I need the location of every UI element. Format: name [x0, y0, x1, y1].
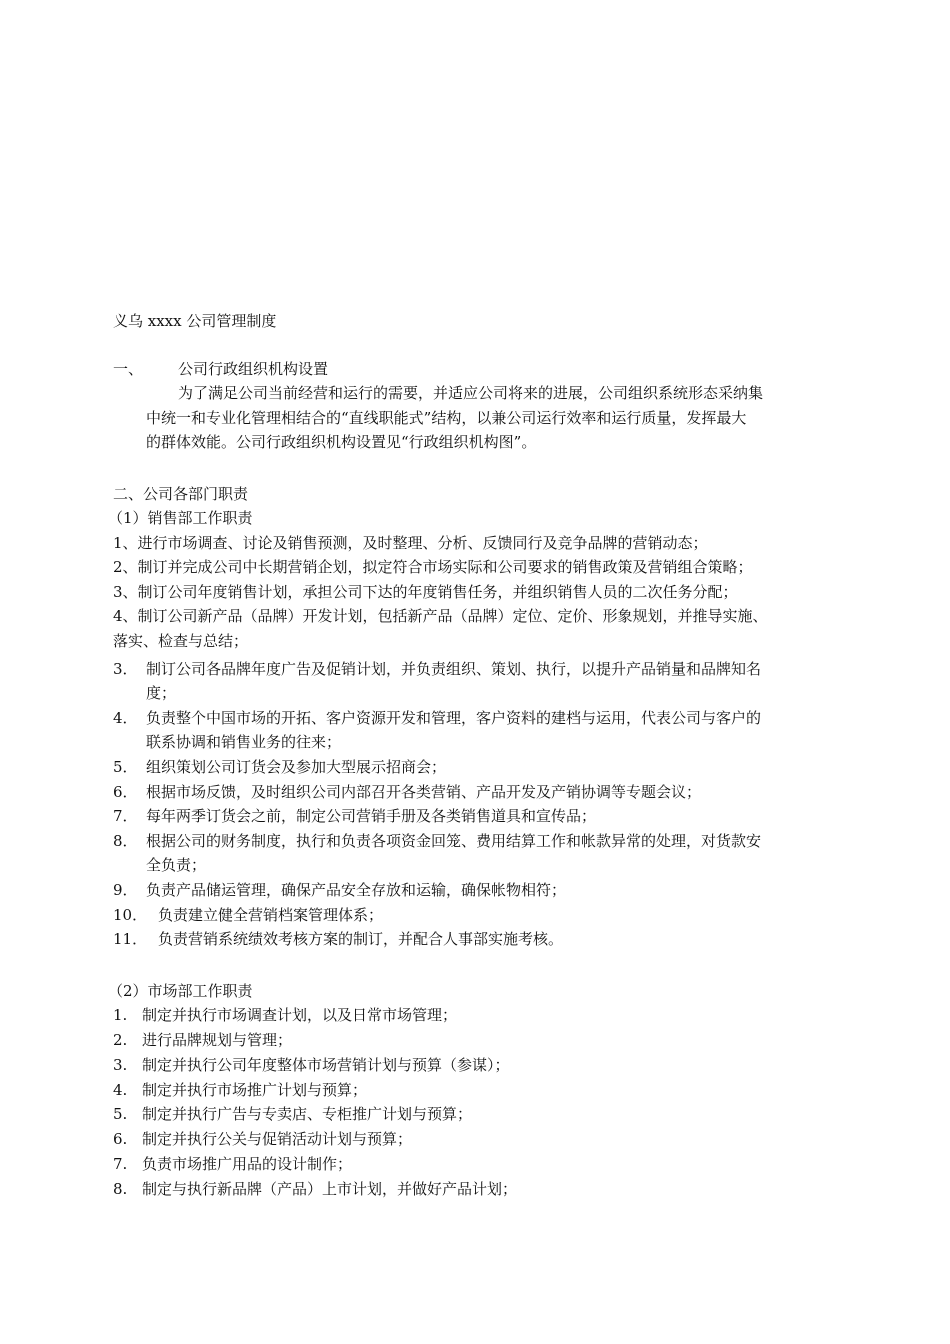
sales-item-number: 9．	[113, 881, 138, 899]
sales-item-text: 全负责；	[146, 856, 207, 874]
sales-item-text: 联系协调和销售业务的往来；	[146, 733, 342, 751]
market-item-number: 6.	[113, 1130, 128, 1148]
market-item-text: 制定与执行新品牌（产品）上市计划，并做好产品计划；	[142, 1180, 518, 1198]
sales-item-number: 7．	[113, 807, 138, 825]
sales-item-text: 度；	[146, 684, 177, 702]
market-heading: （2）市场部工作职责	[108, 982, 253, 1000]
sales-item-number: 10．	[113, 906, 148, 924]
market-item-number: 8.	[113, 1180, 128, 1198]
sales-item-text: 根据市场反馈，及时组织公司内部召开各类营销、产品开发及产销协调等专题会议；	[146, 783, 702, 801]
market-item-text: 制定并执行市场调查计划，以及日常市场管理；	[142, 1006, 458, 1024]
market-item-number: 3.	[113, 1056, 128, 1074]
sales-item-number: 5．	[113, 758, 138, 776]
sales-heading: （1）销售部工作职责	[108, 509, 253, 527]
market-item-number: 2.	[113, 1031, 128, 1049]
section1-para-line: 为了满足公司当前经营和运行的需要，并适应公司将来的进展，公司组织系统形态采纳集	[178, 384, 764, 402]
section1-heading: 公司行政组织机构设置	[178, 360, 329, 378]
sales-item-number: 3．	[113, 660, 138, 678]
sales-item-text: 负责建立健全营销档案管理体系；	[158, 906, 384, 924]
sales-item: 4、制订公司新产品（品牌）开发计划，包括新产品（品牌）定位、定价、形象规划，并推导实施、	[113, 607, 768, 625]
market-item-text: 负责市场推广用品的设计制作；	[142, 1155, 353, 1173]
sales-item-number: 8．	[113, 832, 138, 850]
sales-item-text: 负责营销系统绩效考核方案的制订，并配合人事部实施考核。	[158, 930, 564, 948]
sales-item: 1、进行市场调查、讨论及销售预测，及时整理、分析、反馈同行及竞争品牌的营销动态；	[113, 534, 708, 552]
market-item-number: 7.	[113, 1155, 128, 1173]
sales-item: 2、制订并完成公司中长期营销企划，拟定符合市场实际和公司要求的销售政策及营销组合策略；	[113, 558, 753, 576]
section1-para-line: 的群体效能。公司行政组织机构设置见“行政组织机构图”。	[146, 433, 537, 451]
document-title: 义乌 xxxx 公司管理制度	[113, 312, 277, 330]
sales-item-text: 负责整个中国市场的开拓、客户资源开发和管理，客户资料的建档与运用，代表公司与客户的	[146, 709, 762, 727]
sales-item-text: 组织策划公司订货会及参加大型展示招商会；	[146, 758, 447, 776]
section1-para-line: 中统一和专业化管理相结合的“直线职能式”结构，以兼公司运行效率和运行质量，发挥最大	[146, 409, 747, 427]
sales-item-number: 6．	[113, 783, 138, 801]
sales-item-number: 11．	[113, 930, 148, 948]
market-item-text: 制定并执行公司年度整体市场营销计划与预算（参谋）；	[142, 1056, 510, 1074]
sales-item-number: 4．	[113, 709, 138, 727]
market-item-number: 1.	[113, 1006, 128, 1024]
sales-item-text: 负责产品储运管理，确保产品安全存放和运输，确保帐物相符；	[146, 881, 567, 899]
market-item-text: 制定并执行公关与促销活动计划与预算；	[142, 1130, 413, 1148]
sales-item-text: 制订公司各品牌年度广告及促销计划，并负责组织、策划、执行，以提升产品销量和品牌知名	[146, 660, 762, 678]
market-item-text: 制定并执行市场推广计划与预算；	[142, 1081, 368, 1099]
sales-item: 3、制订公司年度销售计划，承担公司下达的年度销售任务，并组织销售人员的二次任务分配；	[113, 583, 738, 601]
market-item-text: 制定并执行广告与专卖店、专柜推广计划与预算；	[142, 1105, 473, 1123]
section2-heading: 二、公司各部门职责	[113, 485, 249, 503]
sales-item-text: 根据公司的财务制度，执行和负责各项资金回笼、费用结算工作和帐款异常的处理，对货款安	[146, 832, 762, 850]
market-item-number: 5.	[113, 1105, 128, 1123]
market-item-text: 进行品牌规划与管理；	[142, 1031, 293, 1049]
section1-number: 一、	[113, 360, 144, 378]
sales-item-text: 每年两季订货会之前，制定公司营销手册及各类销售道具和宣传品；	[146, 807, 597, 825]
market-item-number: 4.	[113, 1081, 128, 1099]
sales-item-continuation: 落实、检查与总结；	[113, 632, 249, 650]
